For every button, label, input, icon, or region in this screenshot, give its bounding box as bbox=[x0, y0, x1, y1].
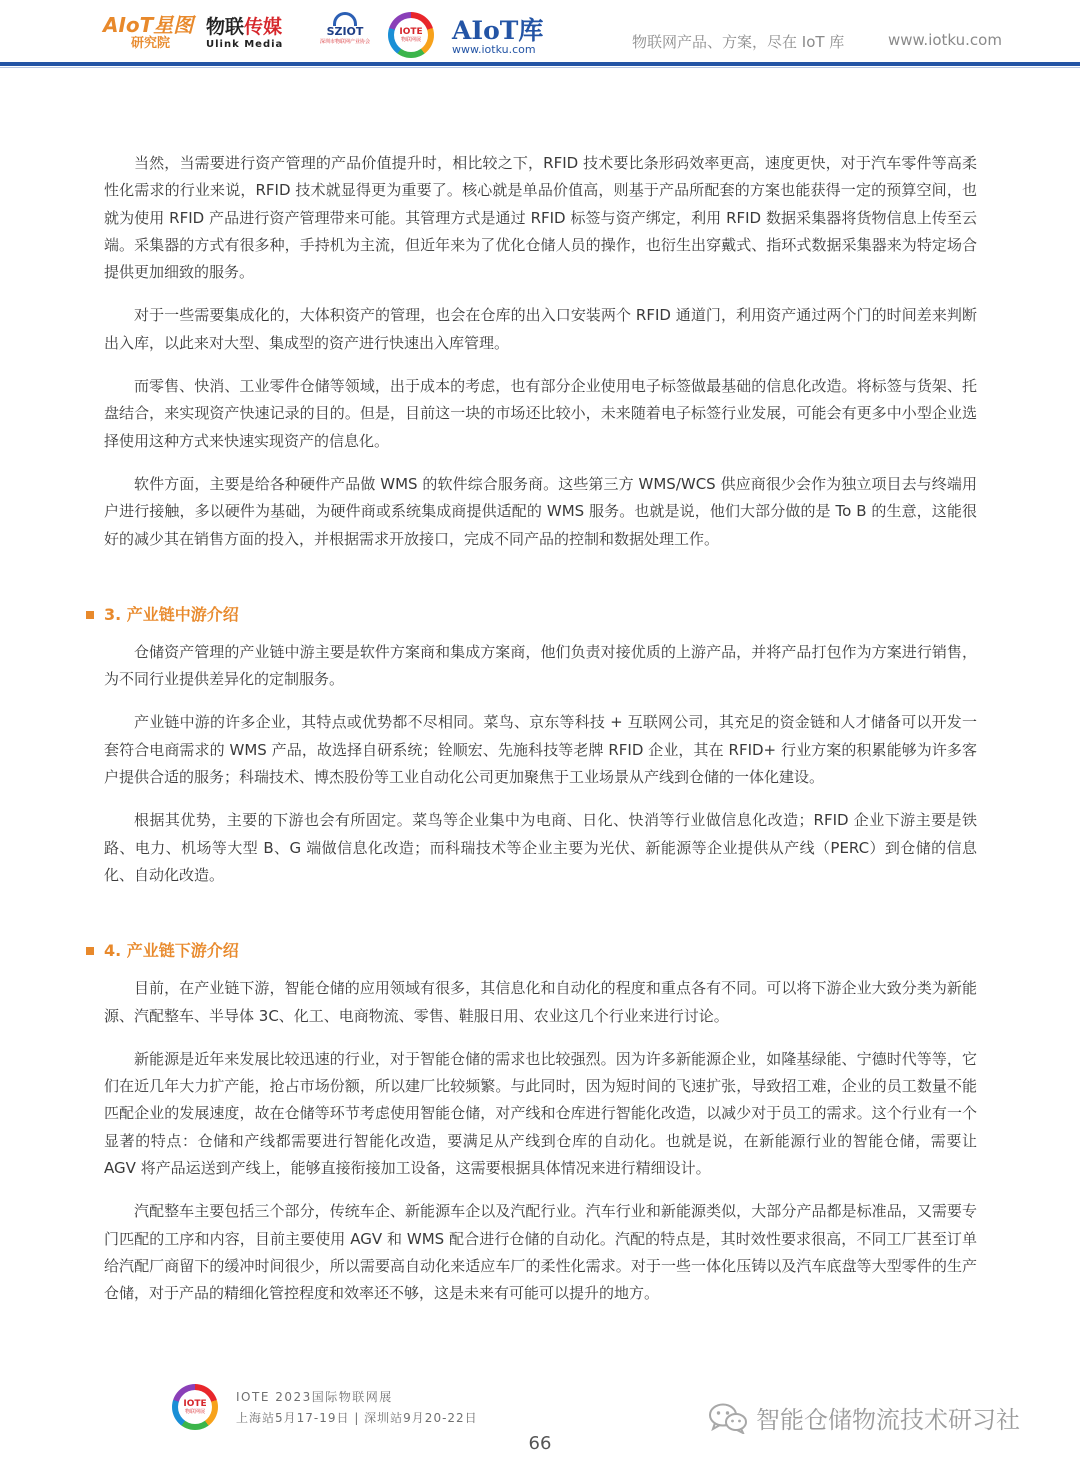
aiot-atlas-logo-title: AIoT星图 bbox=[103, 13, 194, 37]
iote-ring-icon bbox=[388, 12, 434, 58]
section-heading-midstream bbox=[86, 601, 977, 629]
paragraph: 对于一些需要集成化的，大体积资产的管理，也会在仓库的出入口安装两个 RFID 通道门，利用资产通过两个门的时间差来判断出入库，以此来对大型、集成型的资产进行快速出入库管理。 bbox=[104, 306, 977, 352]
watermark-text: 智能仓储物流技术研习社 bbox=[756, 1406, 1020, 1434]
iote-logo-subtitle: 物联网展 bbox=[400, 36, 421, 43]
sziot-arc-icon bbox=[333, 12, 357, 26]
wechat-icon bbox=[708, 1402, 748, 1434]
ulink-logo-title-red: 传媒 bbox=[244, 16, 283, 38]
aiot-atlas-logo-subtitle: 研究院 bbox=[131, 36, 171, 51]
section-heading-text: 3. 产业链中游介绍 bbox=[104, 604, 239, 624]
wechat-watermark bbox=[708, 1400, 1020, 1435]
header-divider-thin bbox=[0, 67, 1080, 68]
footer-iote-logo bbox=[172, 1384, 218, 1430]
footer-iote-logo-subtitle: 物联网展 bbox=[184, 1408, 205, 1415]
paragraph: 而零售、快消、工业零件仓储等领域，出于成本的考虑，也有部分企业使用电子标签做最基础的信息化改造。将标签与货架、托盘结合，来实现资产快速记录的目的。但是，目前这一块的市场还比较小，未来随着电子标签行业发展，可能会有更多中小型企业选择使用这种方式来快速实现资产的信息化。 bbox=[104, 377, 977, 450]
paragraph: 新能源是近年来发展比较迅速的行业，对于智能仓储的需求也比较强烈。因为许多新能源企业，如隆基绿能、宁德时代等等，它们在近几年大力扩产能，抢占市场份额，所以建厂比较频繁。与此同时，因为短时间的飞速扩张，导致招工难，企业的员工数量不能匹配企业的发展速度，故在仓储等环节考虑使用智能仓储，对产线和仓库进行智能化改造，以减少对于员工的需求。这个行业有一个显著的特点：仓储和产线都需要进行智能化改造，要满足从产线到仓库的自动化。也就是说，在新能源行业的智能仓储，需要让 AGV 将产品运送到产线上，能够直接衔接加工设备，这需要根据具体情况来进行精细设计。 bbox=[104, 1049, 977, 1178]
ulink-logo-title-black: 物联 bbox=[206, 16, 245, 38]
footer-event-dates: 上海站5月17-19日 | 深圳站9月20-22日 bbox=[236, 1411, 478, 1425]
footer-iote-logo-title: IOTE bbox=[183, 1398, 207, 1409]
article-body bbox=[104, 150, 977, 1308]
sziot-logo-title: SZIOT bbox=[326, 25, 364, 38]
sziot-logo bbox=[316, 12, 374, 56]
square-bullet-icon bbox=[86, 947, 94, 955]
aiotku-logo-title: AIoT库 bbox=[452, 16, 544, 45]
paragraph: 目前，在产业链下游，智能仓储的应用领域有很多，其信息化和自动化的程度和重点各有不同。可以将下游企业大致分类为新能源、汽配整车、半导体 3C、化工、电商物流、零售、鞋服日用、农业这几个行业来进行讨论。 bbox=[104, 979, 977, 1025]
paragraph: 仓储资产管理的产业链中游主要是软件方案商和集成方案商，他们负责对接优质的上游产品，并将产品打包作为方案进行销售，为不同行业提供差异化的定制服务。 bbox=[104, 642, 977, 689]
square-bullet-icon bbox=[86, 611, 94, 619]
paragraph: 汽配整车主要包括三个部分，传统车企、新能源车企以及汽配行业。汽车行业和新能源类似，大部分产品都是标准品，又需要专门匹配的工序和内容，目前主要使用 AGV 和 WMS 配合进行仓储的自动化。汽配的特点是，其时效性要求很高，不同工厂甚至订单给汽配厂商留下的缓冲时间很少，所以需要高自动化来适应车厂的柔性化需求。对于一些一体化压铸以及汽车底盘等大型零件的生产仓储，对于产品的精细化管控程度和效率还不够，这是未来有可能可以提升的地方。 bbox=[104, 1202, 977, 1303]
paragraph: 根据其优势，主要的下游也会有所固定。菜鸟等企业集中为电商、日化、快消等行业做信息化改造；RFID 企业下游主要是铁路、电力、机场等大型 B、G 端做信息化改造；而科瑞技术等企业主要为光伏、新能源等企业提供从产线（PERC）到仓储的信息化、自动化改造。 bbox=[104, 811, 977, 884]
iote-logo-title: IOTE bbox=[399, 26, 423, 37]
page-header bbox=[0, 0, 1080, 70]
iote-logo bbox=[388, 12, 434, 58]
paragraph: 产业链中游的许多企业，其特点或优势都不尽相同。菜鸟、京东等科技 + 互联网公司，其充足的资金链和人才储备可以开发一套符合电商需求的 WMS 产品，故选择自研系统；铨顺宏、先施科技等老牌 RFID 企业，其在 RFID+ 行业方案的积累能够为许多客户提供合适的服务；科瑞技术、博杰股份等工业自动化公司更加聚焦于工业场景从产线到仓储的一体化建设。 bbox=[104, 713, 977, 787]
paragraph: 软件方面，主要是给各种硬件产品做 WMS 的软件综合服务商。这些第三方 WMS/WCS 供应商很少会作为独立项目去与终端用户进行接触，多以硬件为基础，为硬件商或系统集成商提供适配的 WMS 服务。也就是说，他们大部分做的是 To B 的生意，这能很好的减少其在销售方面的投入，并根据需求开放接口，完成不同产品的控制和数据处理工作。 bbox=[104, 474, 977, 548]
aiotku-logo bbox=[452, 16, 544, 58]
header-slogan: 物联网产品、方案，尽在 IoT 库 bbox=[632, 33, 845, 51]
ulink-media-logo bbox=[206, 16, 290, 56]
section-heading-downstream bbox=[86, 937, 977, 965]
ulink-logo-subtitle: Ulink Media bbox=[206, 39, 284, 50]
aiotku-logo-url: www.iotku.com bbox=[452, 43, 536, 56]
header-divider bbox=[0, 62, 1080, 66]
section-heading-text: 4. 产业链下游介绍 bbox=[104, 941, 239, 961]
aiot-atlas-research-logo bbox=[103, 14, 193, 56]
sziot-logo-subtitle: 深圳市物联网产业协会 bbox=[319, 39, 370, 45]
footer-event-name: IOTE 2023国际物联网展 bbox=[236, 1390, 393, 1404]
paragraph: 当然，当需要进行资产管理的产品价值提升时，相比较之下，RFID 技术要比条形码效率更高，速度更快，对于汽车零件等高柔性化需求的行业来说，RFID 技术就显得更为重要了。核心就是单品价值高，则基于产品所配套的方案也能获得一定的预算空间，也就为使用 RFID 产品进行资产管理带来可能。其管理方式是通过 RFID 标签与资产绑定，利用 RFID 数据采集器将货物信息上传至云端。采集器的方式有很多种，手持机为主流，但近年来为了优化仓储人员的操作，也衍生出穿戴式、指环式数据采集器来为特定场合提供更加细致的服务。 bbox=[104, 154, 977, 282]
page-number: 66 bbox=[528, 1433, 552, 1454]
iote-ring-icon bbox=[172, 1384, 218, 1430]
header-website: www.iotku.com bbox=[888, 31, 1002, 49]
